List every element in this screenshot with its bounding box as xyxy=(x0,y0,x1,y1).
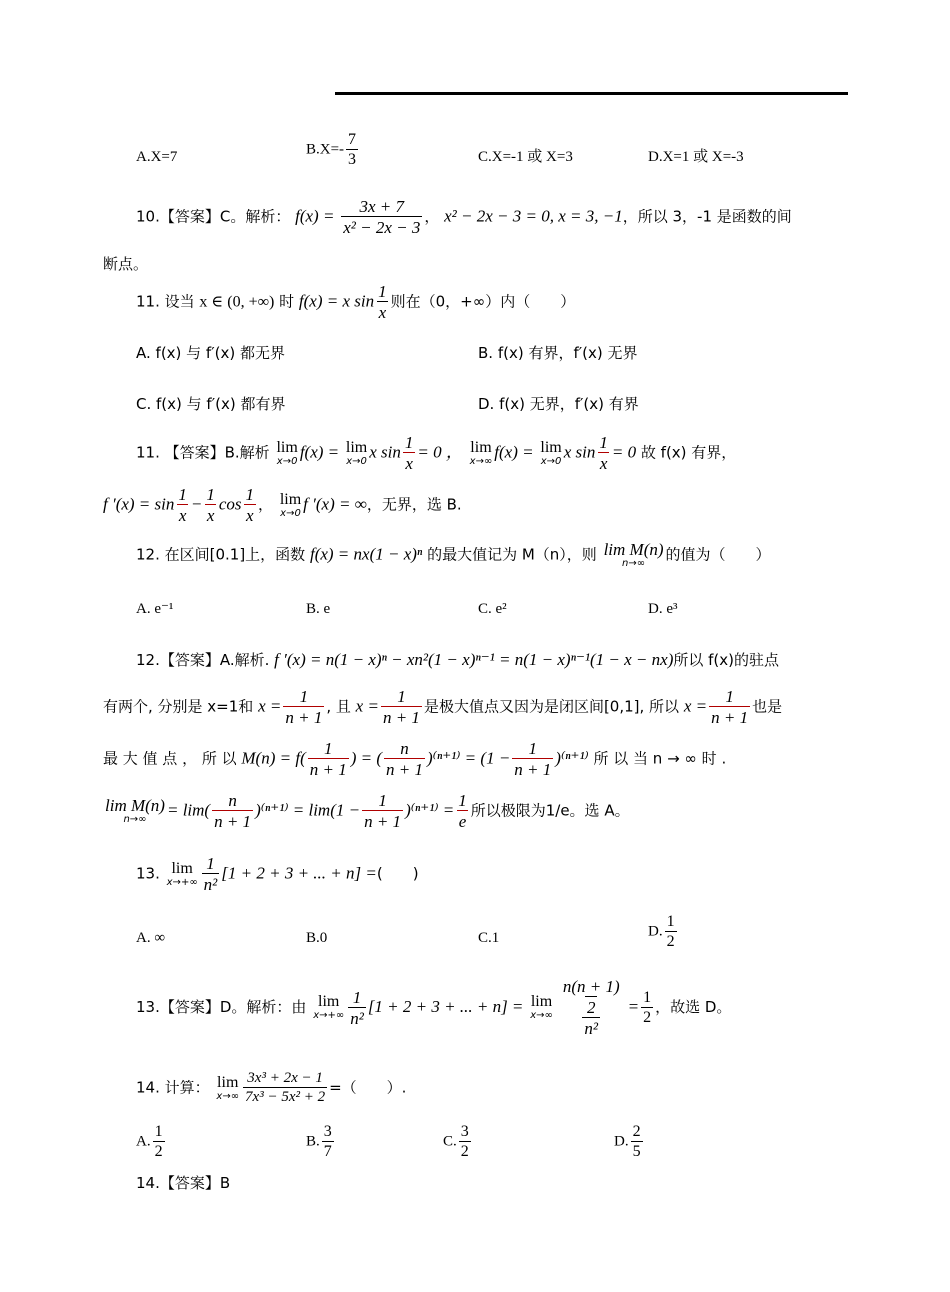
answer-12-line2: 有两个, 分别是 x=1和 x = $\frac{1}{n + 1}$ , 且 x = $\frac{1}{n + 1}$ 是极大值点又因为是闭区间[0,1], 所以 x = $\frac{1}{n + 1}$ 也是 xyxy=(103,687,783,727)
fraction: $\frac{n}{n + 1}$ xyxy=(386,739,423,779)
fraction: $\frac{1}{2}$ xyxy=(666,913,675,950)
q14-option-b: B. $\frac{3}{7}$ xyxy=(306,1123,332,1160)
q14-option-c: C. $\frac{3}{2}$ xyxy=(443,1123,469,1160)
question-13: 13. lim x→+∞ $\frac{1}{\text{n²}}$ [1 + 2 + 3 + ... + n] =( ) xyxy=(136,854,419,894)
limit: lim M(n) n→∞ xyxy=(105,796,165,825)
q10-option-b: B.X=- $\frac{7}{3}$ xyxy=(306,131,357,168)
fraction: $\frac{3}{2}$ xyxy=(460,1123,469,1160)
fraction: $\frac{1}{x}$ xyxy=(599,433,608,473)
answer-13: 13.【答案】D。解析：由 lim x→+∞ $\frac{1}{\text{n²}}$ [1 + 2 + 3 + ... + n] = lim x→∞ $\frac{\frac{n(n + 1)}{2}}{\text{n²}}$ = $\frac{1}{2}$ ，故选 D。 xyxy=(136,977,732,1038)
q12-option-d: D. e³ xyxy=(648,601,678,617)
q13-option-d: D. $\frac{1}{2}$ xyxy=(648,913,675,950)
fraction: $\frac{2}{5}$ xyxy=(632,1123,641,1160)
fraction: $\frac{1}{x}$ xyxy=(404,433,414,473)
answer-14: 14.【答案】B xyxy=(136,1174,231,1192)
fraction: $\frac{3x + 7}{\text{x² − 2x − 3}}$ xyxy=(343,197,421,237)
limit: lim x→0 xyxy=(540,438,562,467)
fraction: $\frac{1}{\text{n²}}$ xyxy=(203,854,218,894)
fraction: $\frac{1}{n + 1}$ xyxy=(514,739,552,779)
fraction: $\frac{1}{n + 1}$ xyxy=(309,739,347,779)
limit: lim x→0 xyxy=(276,438,298,467)
answer-12: 12.【答案】A.解析. f ′(x) = n(1 − x)ⁿ − xn²(1 − x)ⁿ⁻¹ = n(1 − x)ⁿ⁻¹(1 − x − nx)所以 f(x)的驻点 xyxy=(136,650,780,669)
q11-option-b: B. f(x) 有界，f′(x) 无界 xyxy=(478,344,638,362)
fraction: $\frac{1}{x}$ xyxy=(206,485,215,525)
q13-option-b: B.0 xyxy=(306,930,328,946)
fraction: $\frac{1}{2}$ xyxy=(154,1123,163,1160)
q10-option-c: C.X=-1 或 X=3 xyxy=(478,149,573,165)
q11-option-a: A. f(x) 与 f′(x) 都无界 xyxy=(136,344,285,362)
limit: lim x→∞ xyxy=(530,993,553,1021)
fraction: $\frac{1}{n + 1}$ xyxy=(382,687,420,727)
question-11: 11. 设当 x ∈ (0, +∞) 时 f(x) = x sin $\frac{1}{x}$ 则在（0，+∞）内（ ） xyxy=(136,282,576,322)
q14-option-d: D. $\frac{2}{5}$ xyxy=(614,1123,641,1160)
q12-option-b: B. e xyxy=(306,601,331,617)
answer-10: 10.【答案】C。解析： f(x) = $\frac{3x + 7}{\text{x² − 2x − 3}}$ ， x² − 2x − 3 = 0, x = 3, −1，所以 3，-1 是函数的间 xyxy=(136,197,792,237)
fraction: $\frac{1}{n + 1}$ xyxy=(364,791,402,831)
q13-option-a: A. ∞ xyxy=(136,930,166,946)
q11-option-d: D. f(x) 无界，f′(x) 有界 xyxy=(478,395,639,413)
q10-option-d: D.X=1 或 X=-3 xyxy=(648,149,744,165)
fraction: $\frac{1}{n + 1}$ xyxy=(711,687,749,727)
q14-option-a: A. $\frac{1}{2}$ xyxy=(136,1123,163,1160)
q12-option-a: A. e⁻¹ xyxy=(136,601,174,617)
fraction: $\frac{n(n + 1)}{2}$ xyxy=(562,977,620,1017)
answer-11: 11. 【答案】B.解析 lim x→0 f(x) = lim x→0 x sin $\frac{1}{x}$ = 0 ， lim x→∞ f(x) = lim x→0 x sin $\frac{1}{x}$ = 0 故 f(x) 有界， xyxy=(136,433,737,473)
question-12: 12. 在区间[0.1]上，函数 f(x) = nx(1 − x)ⁿ 的最大值记为 M（n），则 lim M(n) n→∞ 的值为（ ） xyxy=(136,540,771,569)
header-rule xyxy=(335,92,848,95)
fraction: $\frac{\text{3x³ + 2x − 1}}{\text{7x³ − 5x² + 2}}$ xyxy=(245,1070,326,1105)
answer-12-line4: lim M(n) n→∞ = lim( $\frac{n}{n + 1}$ )⁽ⁿ⁺¹⁾ = lim(1 − $\frac{1}{n + 1}$ )⁽ⁿ⁺¹⁾ = $\frac{1}{e}$ 所以极限为1/e。选 A。 xyxy=(105,791,630,831)
fraction: $\frac{7}{3}$ xyxy=(348,131,357,168)
q10-option-a: A.X=7 xyxy=(136,149,178,165)
fraction: $\frac{1}{x}$ xyxy=(245,485,255,525)
q11-option-c: C. f(x) 与 f′(x) 都有界 xyxy=(136,395,286,413)
fraction: $\frac{1}{x}$ xyxy=(378,282,387,322)
fraction: $\frac{1}{e}$ xyxy=(458,791,467,831)
limit: lim x→+∞ xyxy=(313,993,345,1021)
limit: lim x→∞ xyxy=(469,438,493,467)
q13-option-c: C.1 xyxy=(478,930,500,946)
limit: lim x→0 xyxy=(345,438,368,467)
fraction: $\frac{1}{x}$ xyxy=(178,485,187,525)
fraction: $\frac{1}{\text{n²}}$ xyxy=(350,987,364,1028)
fraction: $\frac{\frac{n(n + 1)}{2}}{\text{n²}}$ xyxy=(562,977,620,1038)
q12-option-c: C. e² xyxy=(478,601,507,617)
fraction: $\frac{n}{n + 1}$ xyxy=(214,791,252,831)
fraction: $\frac{1}{n + 1}$ xyxy=(285,687,323,727)
limit: lim x→∞ xyxy=(216,1073,240,1102)
fraction: $\frac{3}{7}$ xyxy=(323,1123,332,1160)
limit: lim x→+∞ xyxy=(166,859,198,888)
answer-12-line3: 最 大 值 点 ， 所 以 M(n) = f( $\frac{1}{n + 1}$ ) = ( $\frac{n}{n + 1}$ )⁽ⁿ⁺¹⁾ = (1 − $\frac{1}{n + 1}$ )⁽ⁿ⁺¹⁾ 所 以 当 n → ∞ 时 . xyxy=(103,739,727,779)
answer-11-line2: f ′(x) = sin $\frac{1}{x}$ − $\frac{1}{x}$ cos $\frac{1}{x}$ ， lim x→0 f ′(x) = ∞，无界，选 B. xyxy=(103,485,462,525)
limit: lim x→0 xyxy=(279,490,302,519)
answer-10-line2: 断点。 xyxy=(103,255,149,273)
question-14: 14. 计算： lim x→∞ $\frac{\text{3x³ + 2x − 1}}{\text{7x³ − 5x² + 2}}$ =（ ）. xyxy=(136,1070,407,1105)
limit: lim M(n) n→∞ xyxy=(603,540,664,569)
fraction: $\frac{1}{2}$ xyxy=(643,988,652,1026)
